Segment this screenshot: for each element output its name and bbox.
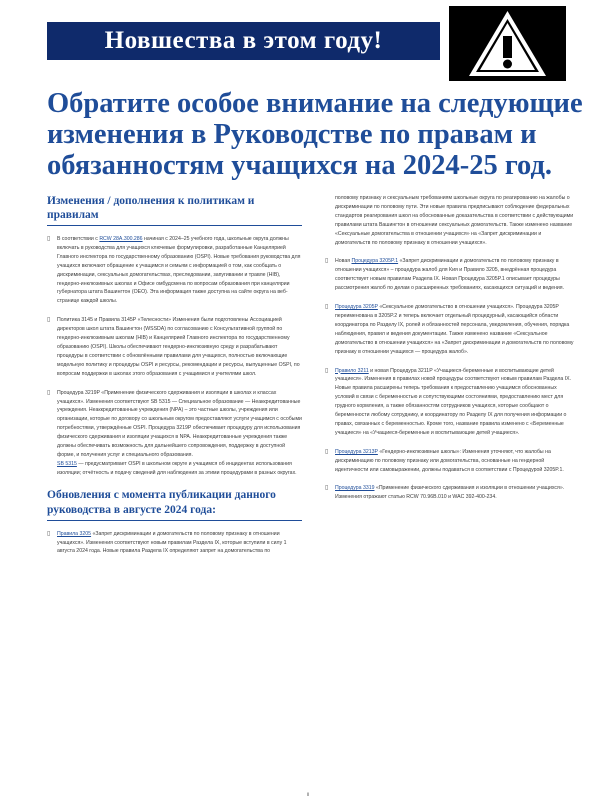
list-item xyxy=(325,367,575,438)
item-text: Правило 3211 и новая Процедура 3211P «Учащиеся-беременные и воспитывающие детей учащиеся». Изменения в правилах новой процедуры соответствуют новым правилам Раздела IX. Новые правила расширены теперь требования к предоставлению учащимся обоснованных условий в связи с беременностью и сопутствующими состояниями, предоставлению мест для грудного кормления, а также обязанностям сотрудников учащихся, которые сообщают о беременности любому сотруднику, и координатору по Разделу IX для получения информации о правах, связанных с беременностью. Кроме того, название правила изменено с «Беременные учащиеся» на «Учащиеся-беременные и воспитывающие детей учащиеся». xyxy=(335,367,572,436)
item-text: Политика 3145 и Правила 3145P «Телесности» Изменения были подготовлены Ассоциацией директоров школ штата Вашингтон (WSSDA) по согласованию с Консультативной группой по гендерно-инклюзивным школам (HIB) и Канцелярией Главного инспектора по государственному образованию (OSPI). Школы обеспечивают гендерно-инклюзивную среду и разрабатывают процедуры в соответствии с обновлёнными правилами для учащихся, полностью включающие модельную политику и процедуры OSPI и ресурсы, рекомендации и ресурсы, выпущенные OSPI, по вопросам поддержки в школах этого образования с учащимися и учителями школ. xyxy=(57,317,300,377)
procedure-link[interactable]: Процедура 3213P xyxy=(335,448,378,455)
sb-link[interactable]: SB 5315 xyxy=(57,460,77,467)
list-item xyxy=(325,257,575,293)
item-text: Процедура 3213P «Гендерно-инклюзивные школы»: Изменения уточняют, что жалобы на дискриминацию по половому признаку или домогательства, основанные на гендерной идентичности или самовыражении, должны подаваться в соответствии с Процедурой 3205P.1. xyxy=(335,448,564,473)
warning-triangle-icon xyxy=(449,6,566,81)
list-item xyxy=(47,235,302,306)
headline xyxy=(47,88,583,181)
bullet-icon: ▯ xyxy=(325,304,329,311)
section-heading-updates: Обновления с момента публикации данного руководства в августе 2024 года: xyxy=(47,488,302,521)
page-number: ii xyxy=(306,792,310,798)
procedure-link[interactable]: Процедура 3205P xyxy=(335,304,378,311)
headline-line: обязанностям учащихся на 2024-25 год. xyxy=(47,150,553,181)
bullet-icon: ▯ xyxy=(47,236,51,242)
item-text: В соответствии с RCW 28A.300.286 начиная с 2024–25 учебного года, школьные округа должны включать в руководства для учащихся ключевые формулировки, разработанные Канцелярией Главного инспектора по государственному образованию (OSPI). Новые требования руководства для учащихся включают обращение к учащимся и семьям с информацией о том, как сообщать о дискриминации, сексуальных домогательствах, преследовании, запугивании и травле (HIB), гендерно-инклюзивных школах и Офисе омбудсмена по вопросам образования при канцелярии губернатора штата Вашингтон (OEO). Эта информация также доступна на сайте округа на веб-странице каждой школы. xyxy=(57,236,301,305)
list-item xyxy=(325,303,575,356)
item-text: Процедура 3205P «Сексуальное домогательство в отношении учащихся». Процедура 3205P переименована в 3205P.2 и теперь включает отдельный процедурный, касающийся области координатора по Разделу IX, ролей и обязанностей персонала, уведомления, обучения, порядка наблюдения, правил и ведения документации. Также изменено название «Сексуальное домогательство в отношении учащихся» на «Запрет дискриминации и домогательств по половому признаку в отношении учащихся — процедура жалоб». xyxy=(335,304,574,355)
procedure-link[interactable]: Процедура 3319 xyxy=(335,485,375,492)
list-item xyxy=(47,389,302,478)
left-column xyxy=(47,194,302,566)
item-text: Процедура 3319 «Применение физического сдерживания и изоляции в отношении учащихся». Изменения отражают статью RCW 70.96B.010 и WAC 392-400-234. xyxy=(335,485,565,501)
bullet-icon: ▯ xyxy=(325,448,329,455)
policy-link[interactable]: Правила 3205 xyxy=(57,530,92,537)
bullet-icon: ▯ xyxy=(325,367,329,374)
item-text: Новая Процедура 3205P.1 «Запрет дискриминации и домогательств по половому признаку в отношении учащихся» – процедура жалоб для Кия и Правило 3205, внедрённая процедура соответствует новым правилам Раздела IX. Новая Процедура 3205P.1 описывает процедуры рассмотрения жалоб по делам о расширенных требованиях, касающихся ситуаций и ведения. xyxy=(335,258,565,292)
page-banner xyxy=(47,22,440,60)
section-heading-changes: Изменения / дополнения к политикам и правилам xyxy=(47,194,302,226)
item-text: Процедура 3219P «Применение физического сдерживания и изоляции в школах и классах учащихся». Изменения соответствуют SB 5315 — Специальное образование — Неаккредитованные учреждения. Неаккредитованные учреждения (NPA) – это частные школы, учреждения или организации, которые по договору со школьным округом предоставляют услуги учащимся с особыми потребностями, утверждённые OSPI. Процедура 3219P обеспечивает процедуру для использования физического сдерживания и изоляции учащихся в NPA. Неаккредитованные учреждения также должны обеспечивать возможность для дальнейшего сопровождения, поддержку в доступной форме, и получения услуг и специального образования. SB 5315 — предусматривает OSPI в школьном округе и учащимся об инцидентах использования изоляции; отчётность и подачу сведений для наблюдения за этими процедурами в разных округах. xyxy=(57,389,302,476)
right-column xyxy=(325,194,575,512)
rcw-link[interactable]: RCW 28A.300.286 xyxy=(99,236,143,242)
procedure-link[interactable]: Процедура 3205P.1 xyxy=(351,258,399,265)
bullet-icon: ▯ xyxy=(325,485,329,492)
bullet-icon: ▯ xyxy=(325,258,329,265)
item-text: Правила 3205 «Запрет дискриминации и домогательств по половому признаку в отношении учащихся». Изменения соответствуют новым правилам Раздела IX, которые вступили в силу 1 августа 2024 года. Новые правила Раздела IX определяют запрет на домогательства по xyxy=(57,530,287,555)
banner-title: Новшества в этом году! xyxy=(104,27,383,54)
bullet-icon: ▯ xyxy=(47,530,51,537)
policy-link[interactable]: Правило 3211 xyxy=(335,367,369,374)
headline-line: изменения в Руководстве по правам и xyxy=(47,119,537,150)
headline-line: Обратите особое внимание на следующие xyxy=(47,88,583,119)
list-item xyxy=(325,448,575,475)
list-item xyxy=(47,530,302,557)
list-item xyxy=(325,484,575,502)
continuation-text: половому признаку и сексуальным требованиям школьные округа по реагированию на жалобы о дискриминации по половому пути. Эти новые правила предписывают соблюдение федеральных стандартов реагирования школ на обоснованные доказательства в соответствии с действующими правилами штата Вашингтон в отношении сексуальных домогательств. Также изменено название «Сексуальные домогательства в отношении учащихся» на «Запрет дискриминации и домогательств по половому признаку в отношении учащихся». xyxy=(335,195,574,246)
bullet-icon: ▯ xyxy=(47,317,51,324)
bullet-icon: ▯ xyxy=(47,389,51,396)
list-item xyxy=(47,316,302,378)
